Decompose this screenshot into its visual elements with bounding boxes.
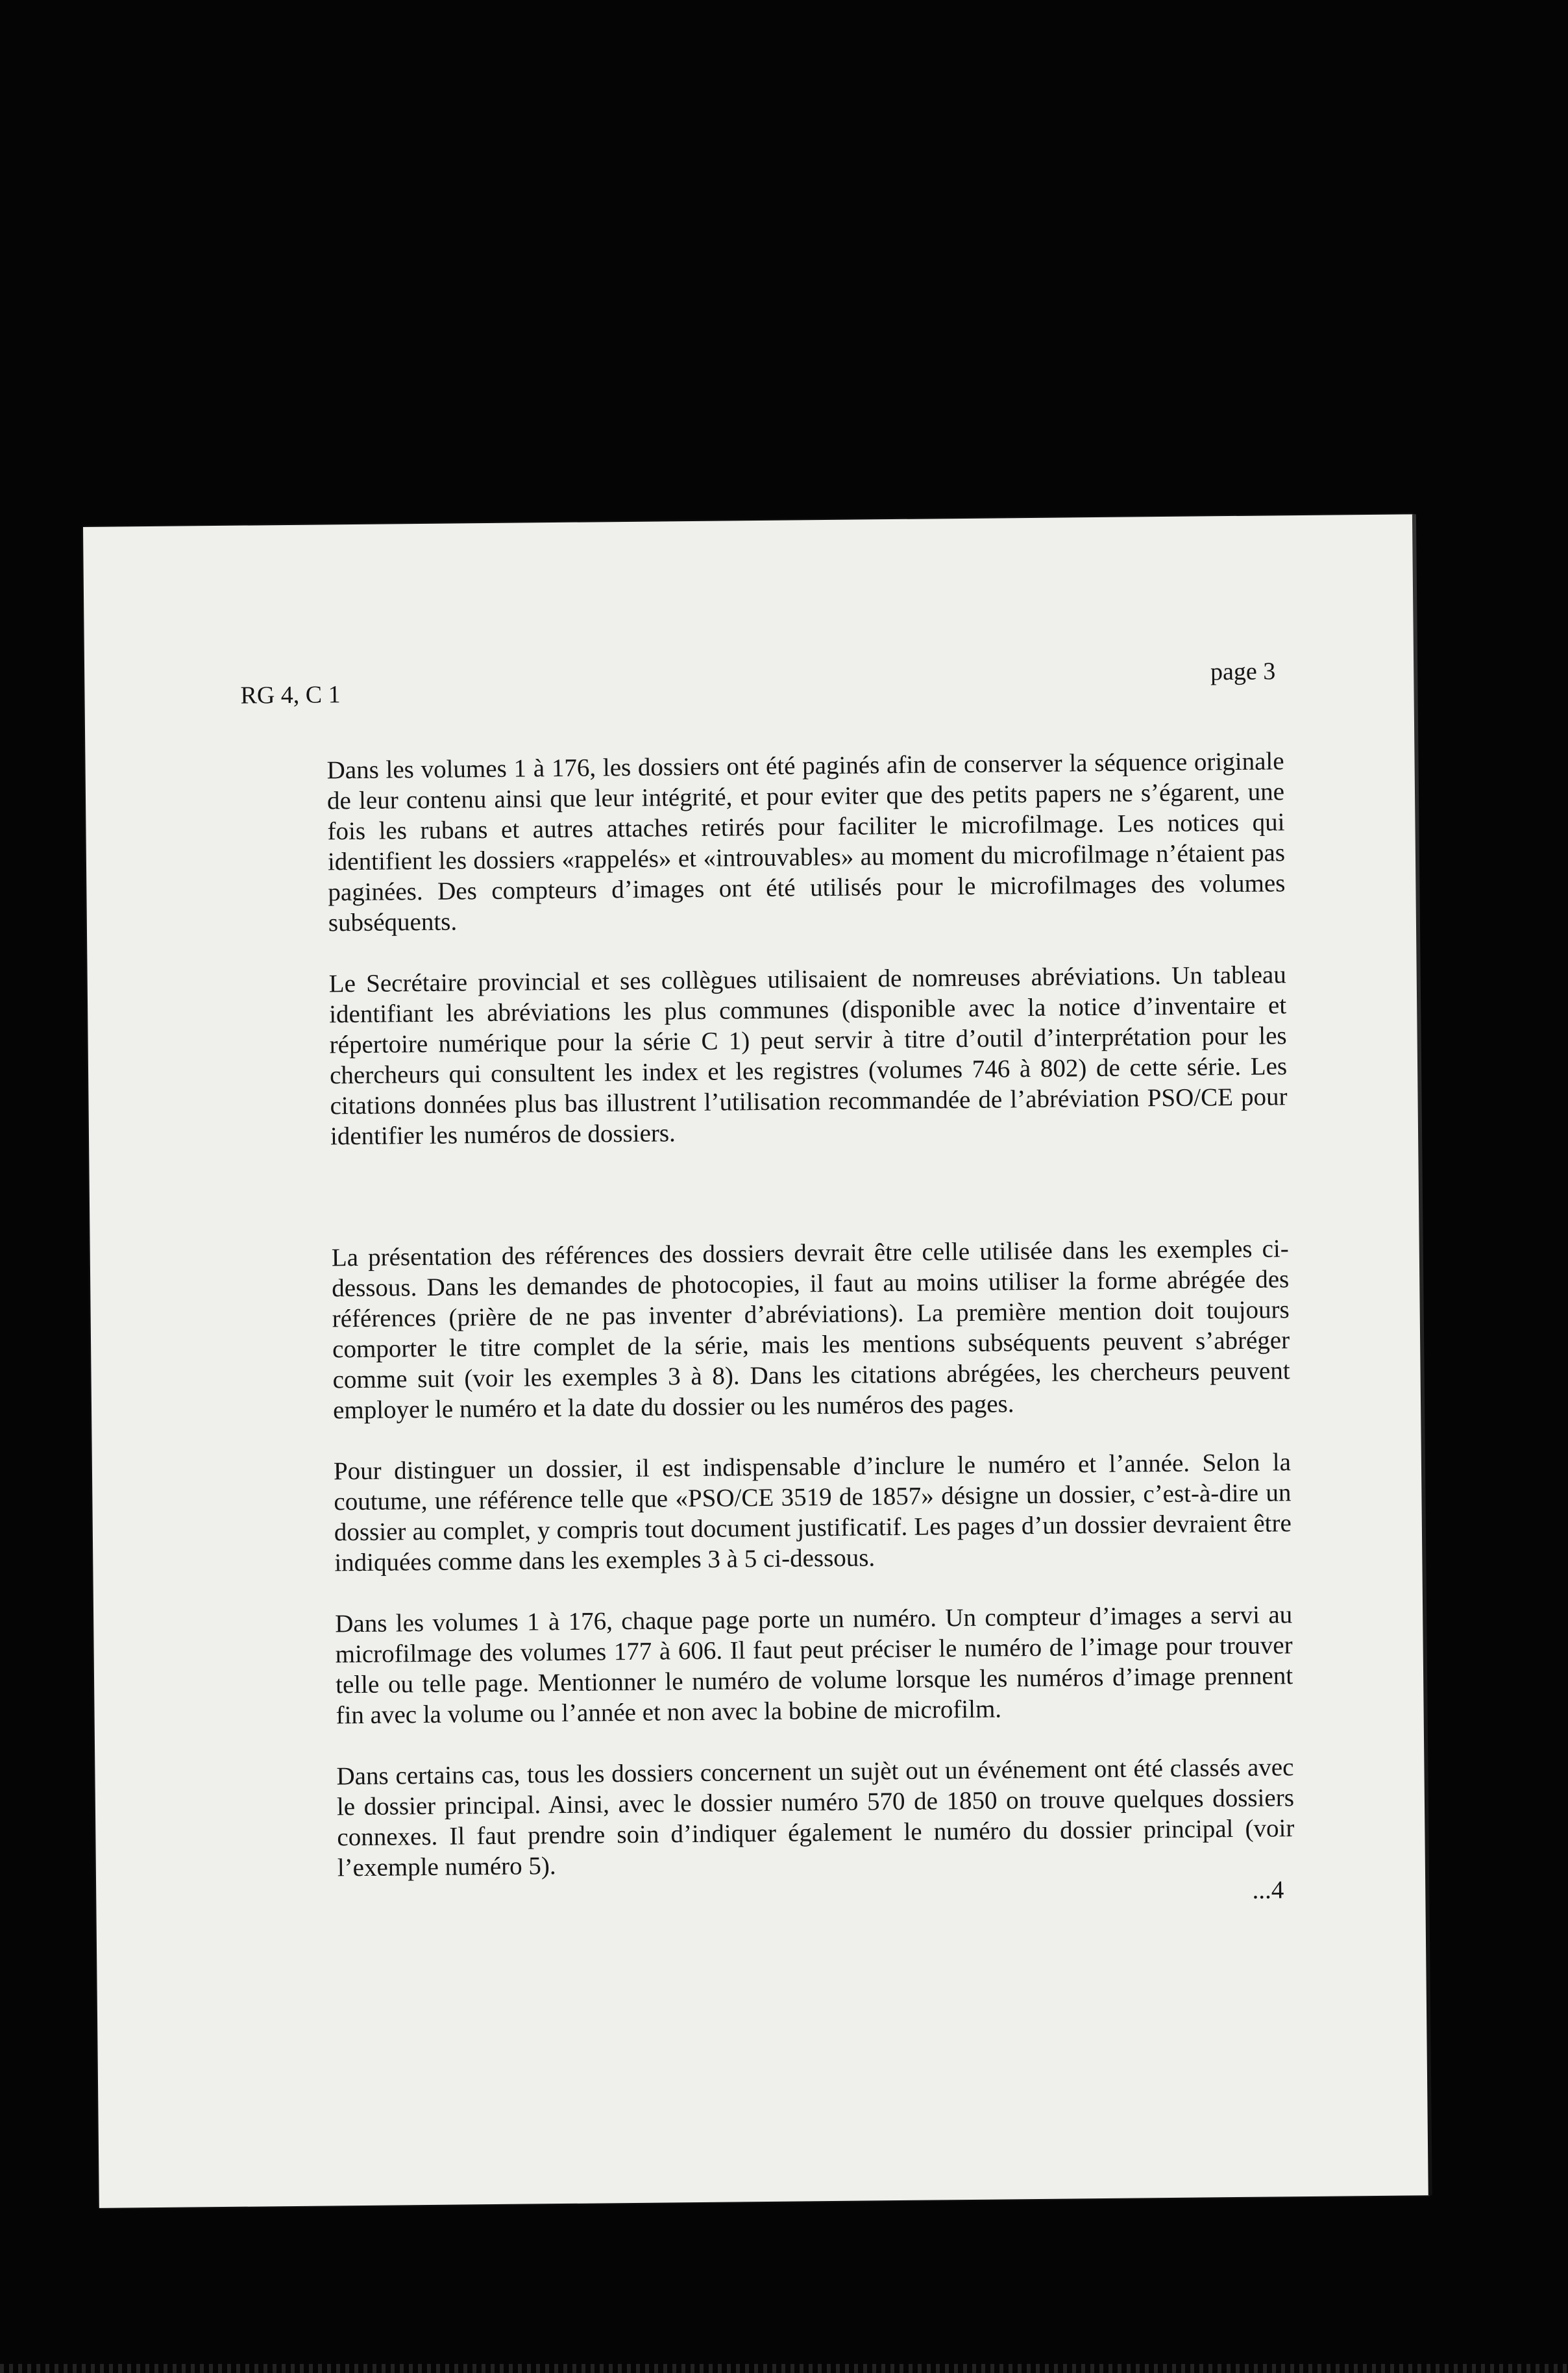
paragraph-related-files: Dans certains cas, tous les dossiers concernent un sujèt out un événement ont été classés avec le dossier principal. Ainsi, avec le dossier numéro 570 de 1850 on trouve quelques dossiers connexes. Il faut prendre soin d’indiquer également le numéro du dossier principal (voir l’exemple numéro 5). <box>336 1753 1295 1882</box>
series-reference: RG 4, C 1 <box>240 681 341 709</box>
page-header <box>240 658 1276 720</box>
film-edge-strip <box>0 2364 1568 2373</box>
paragraph-image-counter: Dans les volumes 1 à 176, chaque page porte un numéro. Un compteur d’images a servi au microfilmage des volumes 177 à 606. Il faut peut préciser le numéro de l’image pour trouver telle ou telle page. Mentionner le numéro de volume lorsque les numéros d’image prennent fin avec la volume ou l’année et non avec la bobine de microfilm. <box>335 1601 1293 1730</box>
paragraph-distinguish-file: Pour distinguer un dossier, il est indispensable d’inclure le numéro et l’année. Selon la coutume, une référence telle que «PSO/CE 3519 de 1857» désigne un dossier, c’est-à-dire un dossier au complet, y compris tout document justificatif. Les pages d’un dossier devraient être indiquées comme dans les exemples 3 à 5 ci-dessous. <box>333 1448 1292 1577</box>
continuation-marker: ...4 <box>1252 1876 1284 1904</box>
page-number: page 3 <box>1210 658 1276 686</box>
paragraph-pagination: Dans les volumes 1 à 176, les dossiers ont été paginés afin de conserver la séquence originale de leur contenu ainsi que leur intégrité, et pour eviter que des petits papers ne s’égarent, une fois les rubans et autres attaches retirés pour faciliter le microfilmage. Les notices qui identifient les dossiers «rappelés» et «introuvables» au moment du microfilmage n’étaient pas paginées. Des compteurs d’images ont été utilisés pour le microfilmages des volumes subséquents. <box>326 747 1286 937</box>
paragraph-references: La présentation des références des dossiers devrait être celle utilisée dans les exemples ci-dessous. Dans les demandes de photocopies, il faut au moins utiliser la forme abrégée des références (prière de ne pas inventer d’abréviations). La première mention doit toujours comporter le titre complet de la série, mais les mentions subséquents peuvent s’abréger comme suit (voir les exemples 3 à 8). Dans les citations abrégées, les chercheurs peuvent employer le numéro et la date du dossier ou les numéros des pages. <box>331 1235 1290 1425</box>
document-page <box>83 514 1430 2208</box>
document-body <box>326 746 1295 1913</box>
paragraph-abbreviations: Le Secrétaire provincial et ses collègues utilisaient de nomreuses abréviations. Un tableau identifiant les abréviations les plus communes (disponible avec la notice d’inventaire et répertoire numérique pour la série C 1) peut servir à titre d’outil d’interprétation pour les chercheurs qui consultent les index et les registres (volumes 746 à 802) de cette série. Les citations données plus bas illustrent l’utilisation recommandée de l’abréviation PSO/CE pour identifier les numéros de dossiers. <box>328 961 1288 1151</box>
